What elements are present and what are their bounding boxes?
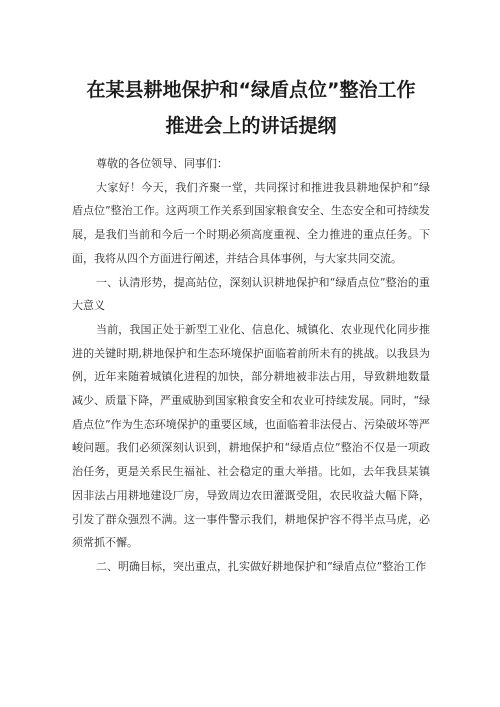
document-body [72,152,430,579]
section-heading-2: 二、明确目标，突出重点，扎实做好耕地保护和“绿盾点位”整治工作 [96,559,427,573]
title-line-1: 在某县耕地保护和“绿盾点位”整治工作 [86,79,416,101]
title-line-2: 推进会上的讲话提纲 [165,115,337,137]
intro-paragraph: 大家好！今天，我们齐聚一堂，共同探讨和推进我县耕地保护和“绿盾点位”整治工作。这两项工作关系到国家粮食安全、生态安全和可持续发展，是我们当前和今后一个时期必须高度重视、全力推进的重点任务。下面，我将从四个方面进行阐述，并结合具体事例，与大家共同交流。 [72,180,430,265]
section-1-paragraph: 当前，我国正处于新型工业化、信息化、城镇化、农业现代化同步推进的关键时期,耕地保护和生态环境保护面临着前所未有的挑战。以我县为例，近年来随着城镇化进程的加快，部分耕地被非法占用，导致耕地数量减少、质量下降，严重威胁到国家粮食安全和农业可持续发展。同时，“绿盾点位”作为生态环境保护的重要区域，也面临着非法侵占、污染破坏等严峻问题。我们必须深刻认识到，耕地保护和“绿盾点位”整治不仅是一项政治任务，更是关系民生福祉、社会稳定的重大举措。比如，去年我县某镇因非法占用耕地建设厂房，导致周边农田灌溉受阻，农民收益大幅下降，引发了群众强烈不满。这一事件警示我们，耕地保护容不得半点马虎，必须常抓不懈。 [72,322,430,550]
document-title [72,72,430,144]
salutation-paragraph: 尊敬的各位领导、同事们： [96,157,228,170]
section-heading-1: 一、认清形势，提高站位，深刻认识耕地保护和“绿盾点位”整治的重大意义 [72,275,430,313]
